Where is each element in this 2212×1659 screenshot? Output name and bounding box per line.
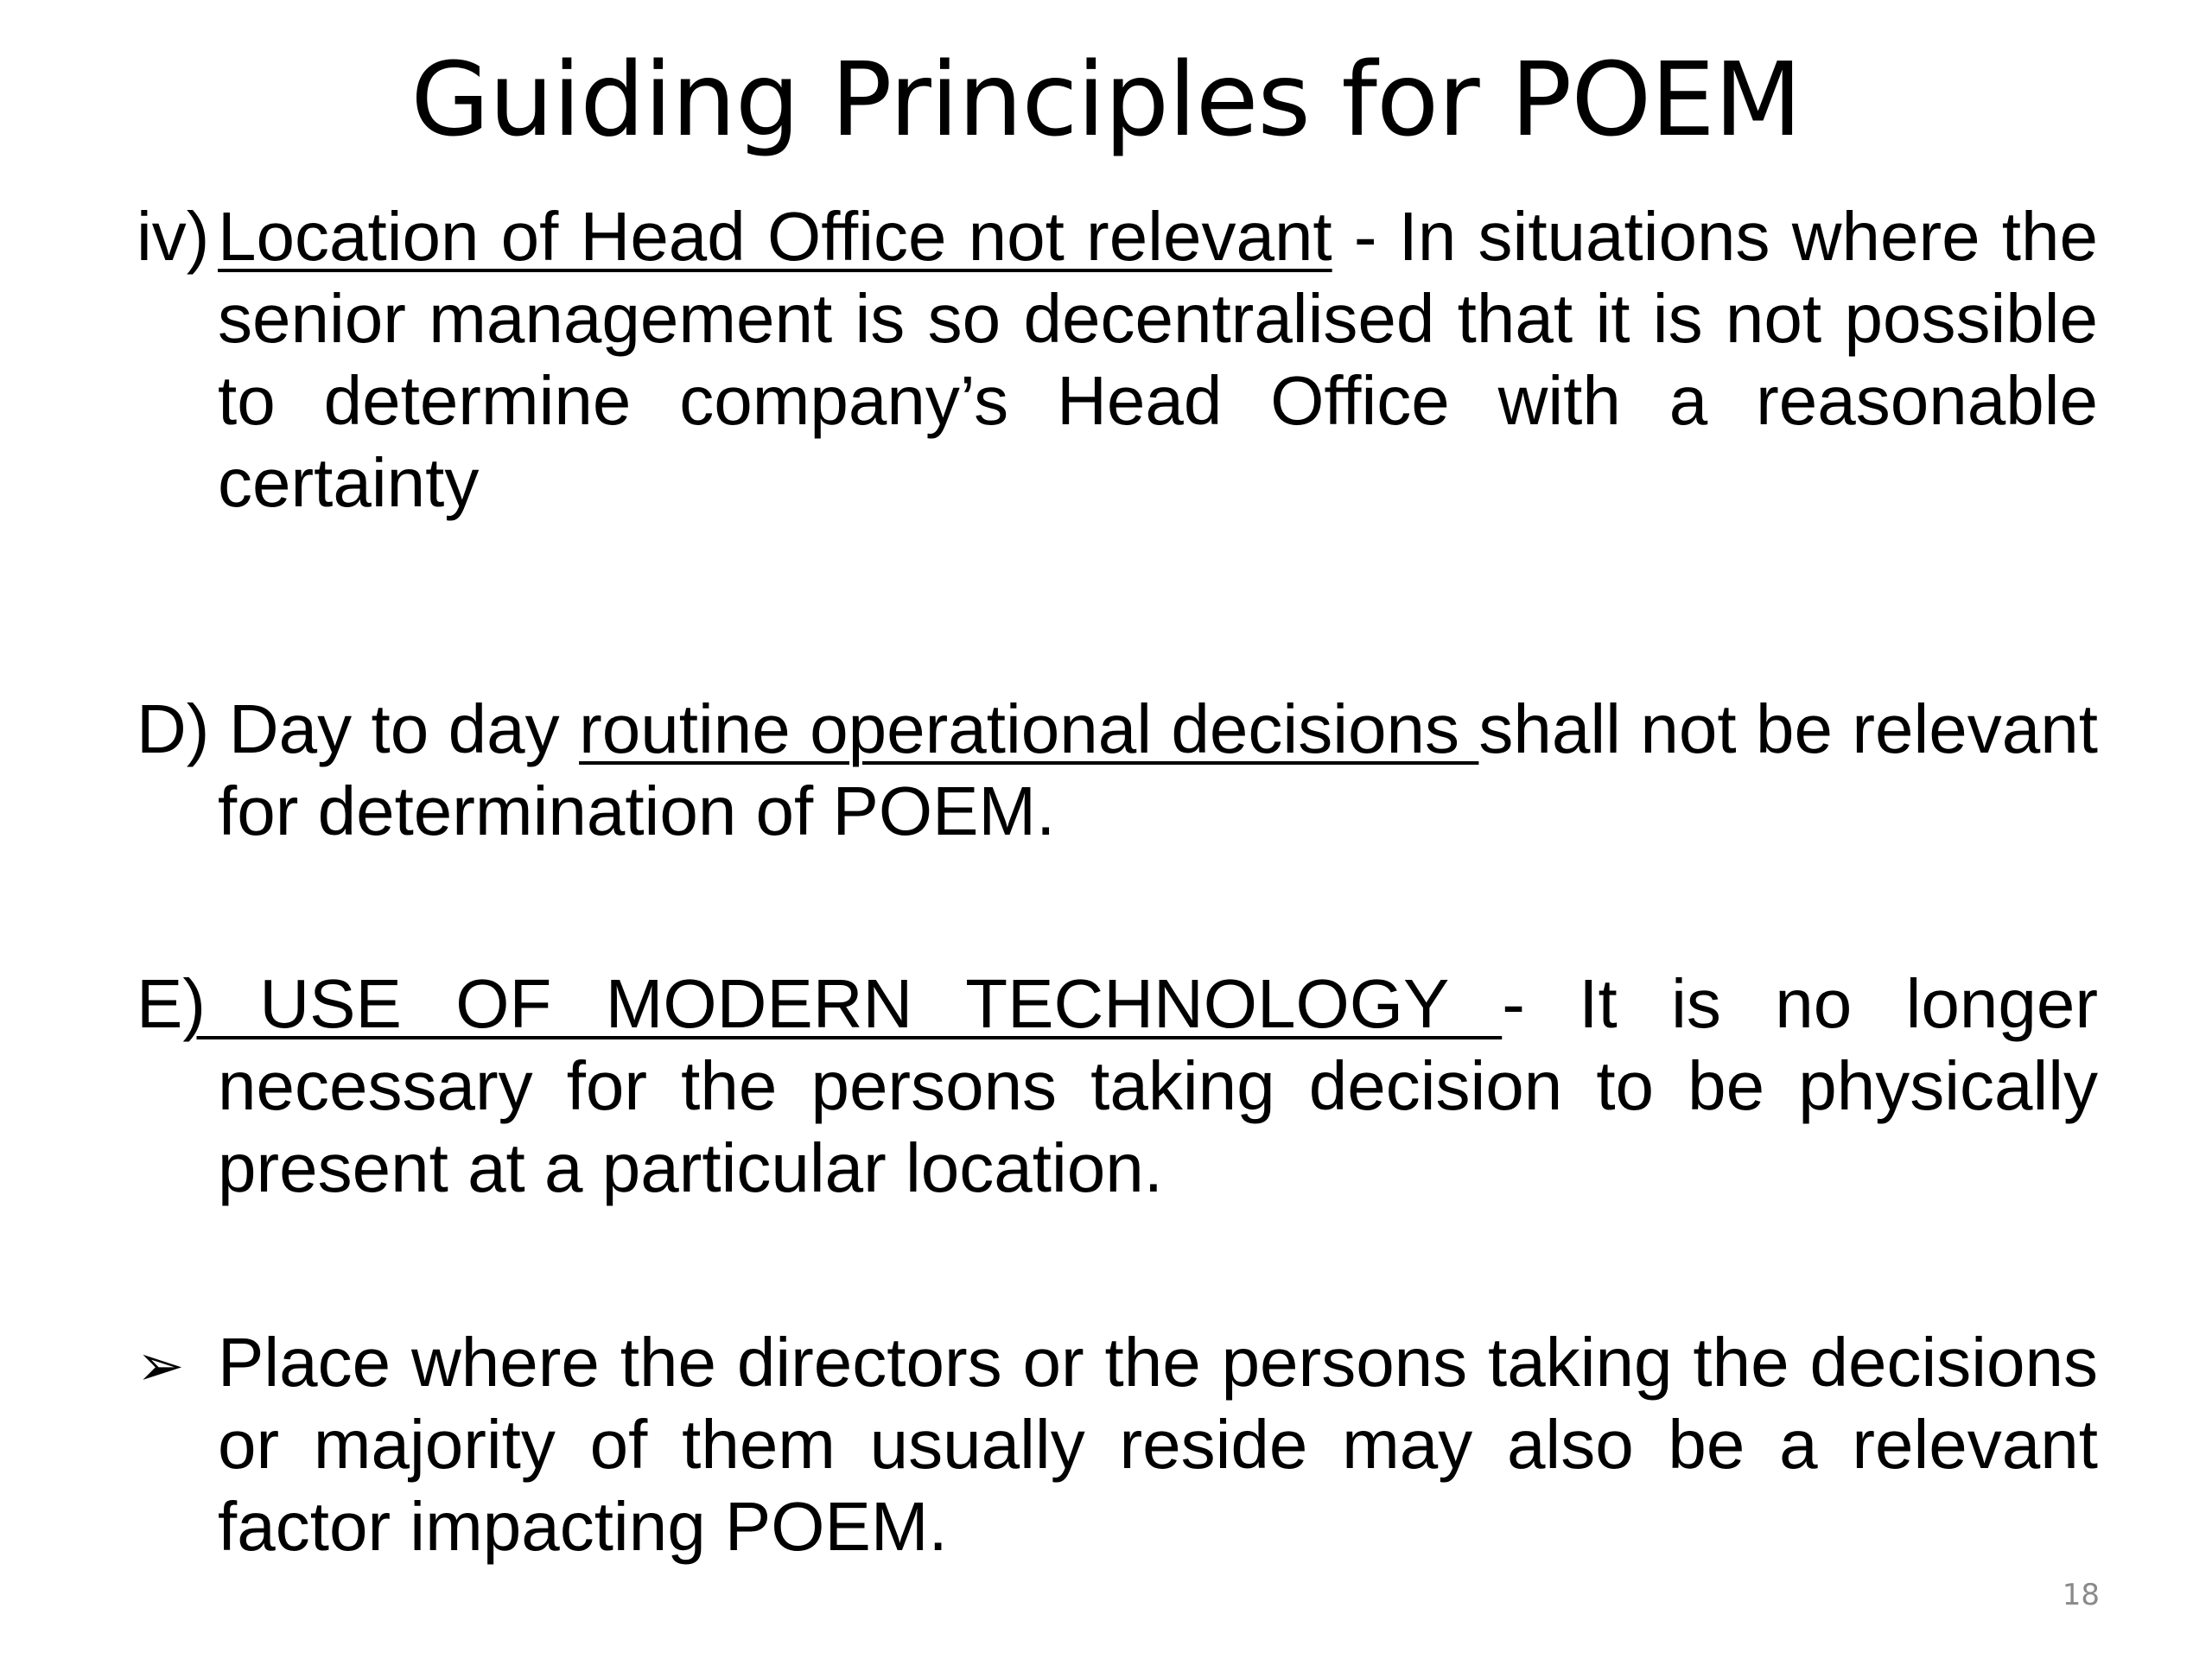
paragraph-marker: iv): [137, 198, 210, 275]
underlined-heading: routine operational decisions: [579, 690, 1479, 767]
arrow-bullet-icon: ➢: [137, 1332, 185, 1399]
page-number: 18: [2062, 1578, 2100, 1612]
paragraph-prefix: E: [137, 965, 183, 1042]
paragraph-text: - It is no longer necessary for the persons taking decision to be physically present at a particular location.: [218, 965, 2098, 1206]
paragraph-location-head-office: [137, 195, 2098, 524]
slide-body: [137, 195, 2098, 1567]
paragraph-text: - In situations where the senior management is so decentralised that it is not possible to determine company’s Head Office with a reasonable certainty: [218, 198, 2098, 521]
bullet-item-residence: [137, 1321, 2098, 1567]
underlined-heading: Location of Head Office not relevant: [218, 198, 1332, 275]
paragraph-prefix: D) Day to day: [137, 690, 580, 767]
paragraph-text: shall not be relevant for determination of POEM.: [218, 690, 2099, 849]
underlined-heading: ) USE OF MODERN TECHNOLOGY: [182, 965, 1503, 1042]
bullet-text: Place where the directors or the persons taking the decisions or majority of them usually reside may also be a relevant factor impacting POEM.: [218, 1324, 2098, 1565]
paragraph-modern-technology: [137, 963, 2098, 1209]
slide-title: Guiding Principles for POEM: [410, 40, 1802, 159]
paragraph-routine-decisions: [137, 688, 2098, 852]
